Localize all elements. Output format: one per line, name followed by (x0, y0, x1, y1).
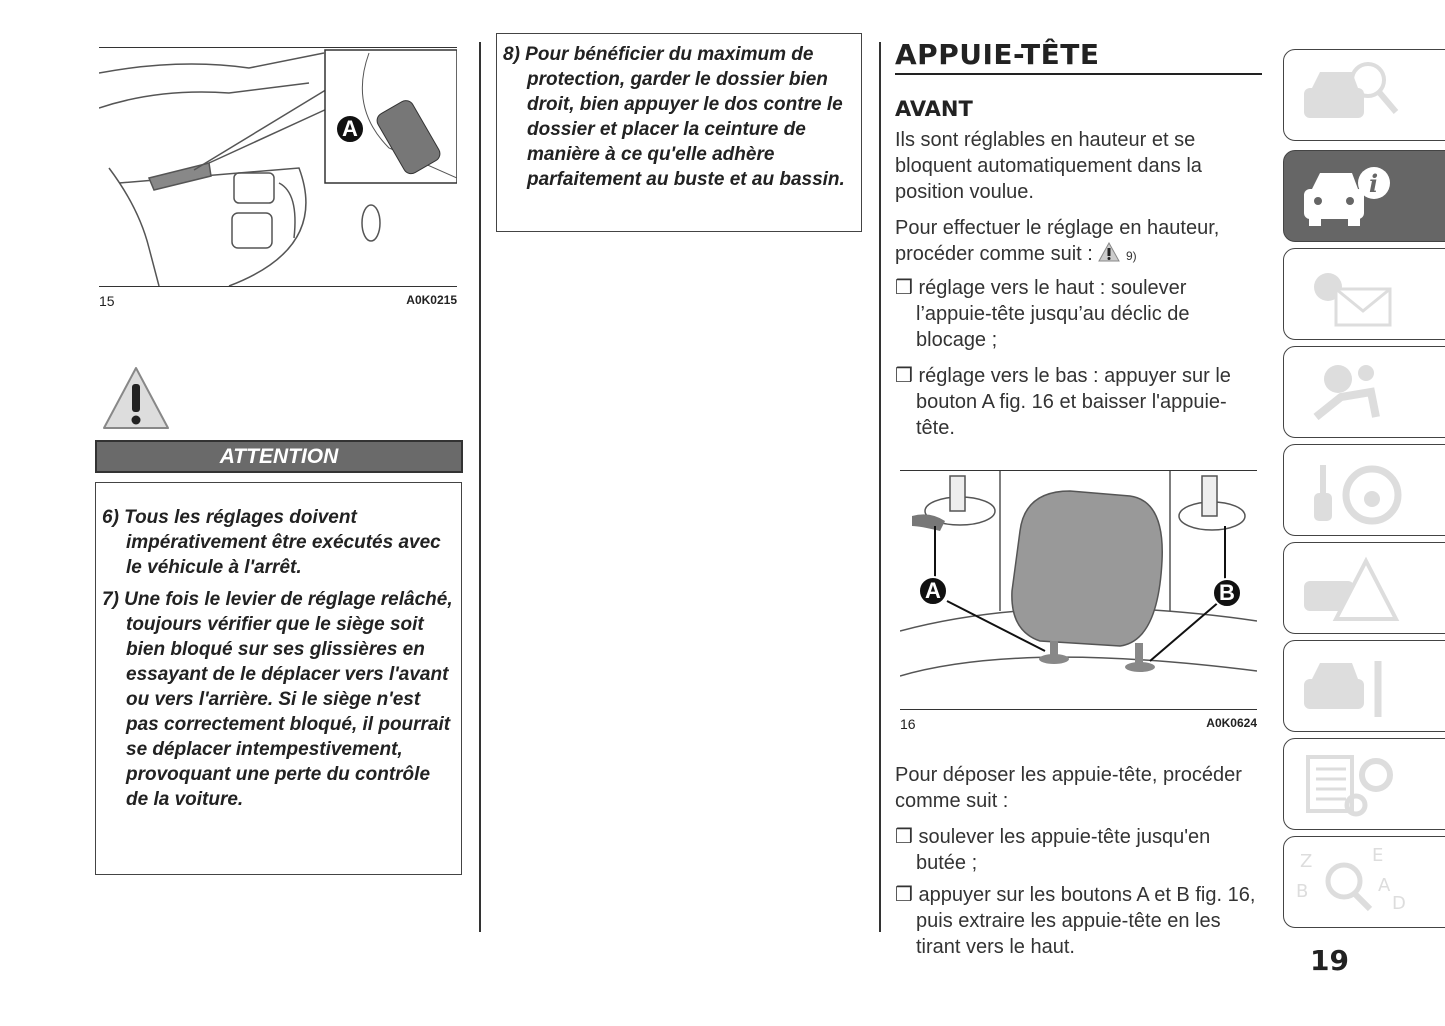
figure-15-caption (99, 293, 457, 309)
svg-text:E: E (1372, 847, 1384, 866)
section-title: APPUIE-TÊTE (895, 38, 1262, 75)
page-number: 19 (1310, 944, 1349, 977)
key-steering-wheel-icon (1296, 455, 1406, 525)
svg-text:A: A (1378, 875, 1391, 896)
tab-index[interactable] (1283, 836, 1445, 928)
car-hazard-triangle-icon (1296, 553, 1406, 623)
callout-a: A (918, 576, 948, 606)
airbag-passenger-icon (1296, 357, 1406, 427)
note-ref: 9) (1125, 249, 1137, 263)
headrest-illustration (900, 471, 1257, 709)
bullet-item: ❒ appuyer sur les boutons A et B fig. 16, puis extraire les appuie-tête en les tirant vers le haut. (895, 884, 1256, 958)
column-divider (879, 42, 881, 932)
paragraph: Pour effectuer le réglage en hauteur, procéder comme suit : 9) (895, 217, 1220, 265)
figure-code: A0K0215 (406, 293, 457, 307)
tab-warning-lights[interactable] (1283, 248, 1445, 340)
tab-technical-data[interactable] (1283, 738, 1445, 830)
attention-box-continued (496, 33, 862, 232)
bullet-item: ❒ réglage vers le haut : soulever l’appuie-tête jusqu’au déclic de blocage ; (895, 277, 1190, 351)
figure-16 (900, 470, 1257, 710)
attention-item: 7) Une fois le levier de réglage relâché, toujours vérifier que le siège soit bien bloqué sur ses glissières en essayant de le déplacer vers l'avant ou vers l'arrière. Si le siège n'est pas correctement bloqué, il pourrait se déplacer intempestivement, provoquant une perte du contrôle de la voiture. (102, 589, 453, 810)
tab-car-info[interactable] (1283, 150, 1445, 242)
callout-b: B (1212, 578, 1242, 608)
car-magnifier-icon (1296, 60, 1406, 130)
figure-15 (99, 47, 457, 287)
svg-text:i: i (1369, 169, 1379, 198)
attention-item: 8) Pour bénéficier du maximum de protection, garder le dossier bien droit, bien appuyer le dos contre le dossier et placer la ceinture de manière à ce qu'elle adhère parfaitement au buste et au bassin. (503, 44, 845, 190)
bullet-item: ❒ réglage vers le bas : appuyer sur le bouton A fig. 16 et baisser l'appuie-tête. (895, 365, 1231, 439)
figure-number: 16 (900, 716, 916, 732)
warning-light-envelope-icon (1296, 259, 1406, 329)
specs-gears-icon (1296, 749, 1406, 819)
section-subtitle: AVANT (895, 97, 973, 121)
column-divider (479, 42, 481, 932)
attention-header: ATTENTION (95, 440, 463, 473)
callout-a: A (335, 114, 365, 144)
attention-box (95, 482, 462, 875)
figure-16-caption (900, 716, 1257, 732)
alphabet-index-icon (1296, 847, 1406, 917)
tab-safety[interactable] (1283, 346, 1445, 438)
tab-maintenance[interactable] (1283, 640, 1445, 732)
svg-text:Z: Z (1300, 851, 1313, 872)
svg-text:B: B (1296, 881, 1309, 902)
figure-code: A0K0624 (1206, 716, 1257, 730)
figure-number: 15 (99, 293, 115, 309)
attention-item: 6) Tous les réglages doivent impérativement être exécutés avec le véhicule à l'arrêt. (102, 507, 441, 578)
car-info-icon (1296, 161, 1406, 231)
car-wrench-icon (1296, 651, 1406, 721)
tab-emergency[interactable] (1283, 542, 1445, 634)
svg-text:D: D (1392, 893, 1406, 914)
paragraph: Ils sont réglables en hauteur et se bloquent automatiquement dans la position voulue. (895, 129, 1202, 203)
seat-adjust-illustration (99, 48, 457, 286)
tab-car-magnifier[interactable] (1283, 49, 1445, 141)
warning-triangle-icon (102, 364, 170, 432)
bullet-item: ❒ soulever les appuie-tête jusqu'en butée ; (895, 826, 1211, 874)
paragraph: Pour déposer les appuie-tête, procéder comme suit : (895, 764, 1242, 812)
tab-starting-driving[interactable] (1283, 444, 1445, 536)
warning-triangle-icon (1098, 242, 1120, 262)
